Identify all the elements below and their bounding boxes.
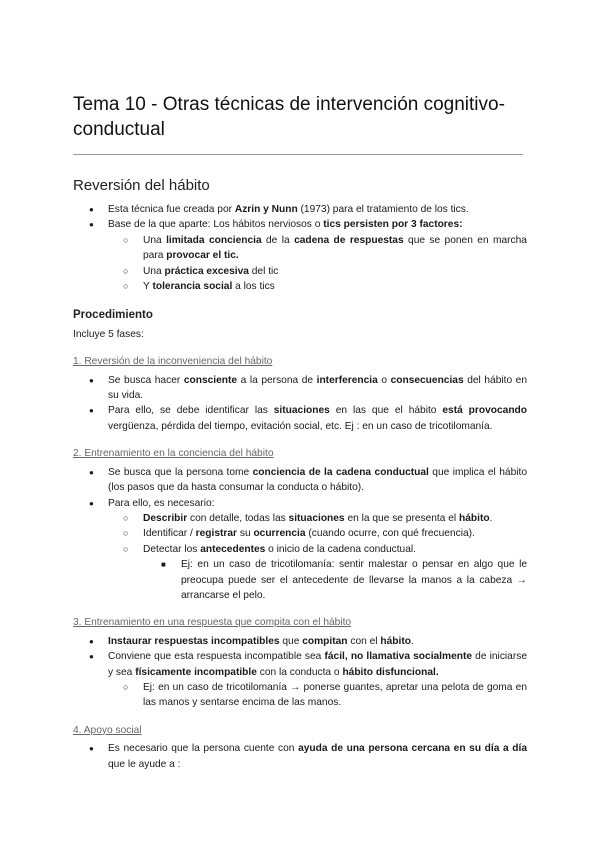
sub-sub-list-item: ■ Ej: en un caso de tricotilomanía: sentir malestar o pensar en algo que le preocupa puede ser el antecedente de llevarse la manos a la cabeza → arrancarse el pelo. (181, 557, 527, 603)
sub-list (108, 680, 527, 711)
bullet-list (73, 741, 527, 772)
phase-heading: 4. Apoyo social (73, 724, 142, 736)
sub-list-item: ○ Una práctica excesiva del tic (143, 264, 527, 279)
sub-list (108, 511, 527, 603)
document-body (73, 176, 527, 772)
section-heading: Reversión del hábito (73, 177, 210, 194)
list-item: ● Es necesario que la persona cuente con ayuda de una persona cercana en su día a día que le ayude a : (73, 741, 527, 772)
title-divider (73, 154, 523, 155)
list-item: ● Para ello, es necesario: ○ Describir con detalle, todas las situaciones en la que se presenta el hábito. ○ Identificar / registrar su ocurrencia (cuando ocurre, con qué frecuencia). ○ Detectar los antecedentes o inicio de la cadena conductual. ■ Ej: en un caso de tricotilomanía: sentir malestar o pensar en algo que le preocupa puede ser el antecedente de llevarse la manos a la cabeza → arrancarse el pelo. (73, 496, 527, 604)
sub-list-item: ○ Detectar los antecedentes o inicio de la cadena conductual. ■ Ej: en un caso de tricotilomanía: sentir malestar o pensar en algo que le preocupa puede ser el antecedente de llevarse la manos a la cabeza → arrancarse el pelo. (143, 542, 527, 604)
list-item: ● Se busca que la persona tome conciencia de la cadena conductual que implica el hábito (los pasos que da hasta consumar la conducta o hábito). (73, 465, 527, 496)
bullet-list (73, 202, 527, 294)
sub-list-item: ○ Identificar / registrar su ocurrencia (cuando ocurre, con qué frecuencia). (143, 526, 527, 541)
phase-heading: 3. Entrenamiento en una respuesta que compita con el hábito (73, 617, 352, 629)
list-item: ● Instaurar respuestas incompatibles que compitan con el hábito. (73, 634, 527, 649)
list-item: ● Base de la que aparte: Los hábitos nerviosos o tics persisten por 3 factores: ○ Una limitada conciencia de la cadena de respuestas que se ponen en marcha para provocar el tic. ○ Una práctica excesiva del tic ○ Y tolerancia social a los tics (73, 217, 527, 294)
sub-list (108, 233, 527, 295)
page-title: Tema 10 - Otras técnicas de intervención cognitivo-conductual (73, 94, 505, 140)
bullet-list (73, 634, 527, 711)
list-item: ● Esta técnica fue creada por Azrin y Nunn (1973) para el tratamiento de los tics. (73, 202, 527, 217)
subsection-heading: Procedimiento (73, 309, 153, 322)
bullet-list (73, 465, 527, 604)
bullet-list (73, 373, 527, 435)
intro-text: Incluye 5 fases: (73, 328, 144, 340)
phase-heading: 1. Reversión de la inconveniencia del hábito (73, 356, 273, 368)
sub-list-item: ○ Y tolerancia social a los tics (143, 279, 527, 294)
sub-list-item: ○ Describir con detalle, todas las situaciones en la que se presenta el hábito. (143, 511, 527, 526)
list-item: ● Se busca hacer consciente a la persona de interferencia o consecuencias del hábito en su vida. (73, 373, 527, 404)
phase-heading: 2. Entrenamiento en la conciencia del hábito (73, 448, 274, 460)
sub-sub-list (181, 557, 527, 603)
sub-list-item: ○ Una limitada conciencia de la cadena de respuestas que se ponen en marcha para provocar el tic. (143, 233, 527, 264)
sub-list-item: ○ Ej: en un caso de tricotilomanía → ponerse guantes, apretar una pelota de goma en las manos y sentarse encima de las manos. (143, 680, 527, 711)
list-item: ● Para ello, se debe identificar las situaciones en las que el hábito está provocando vergüenza, pérdida del tiempo, evitación social, etc. Ej : en un caso de tricotilomanía. (73, 403, 527, 434)
list-item: ● Conviene que esta respuesta incompatible sea fácil, no llamativa socialmente de iniciarse y sea físicamente incompatible con la conducta o hábito disfuncional. ○ Ej: en un caso de tricotilomanía → ponerse guantes, apretar una pelota de goma en las manos y sentarse encima de las manos. (73, 649, 527, 711)
